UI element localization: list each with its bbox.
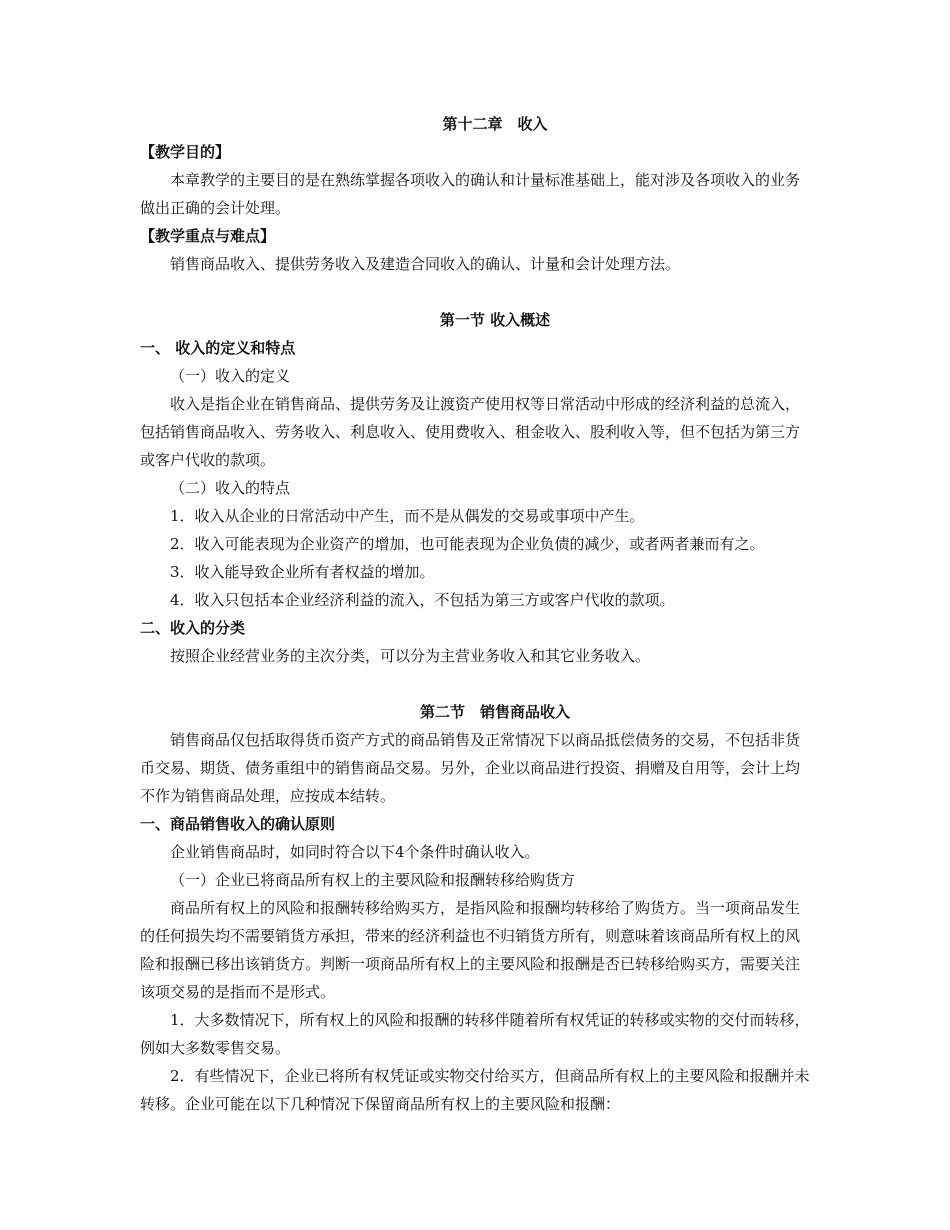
feature-point-1: 1．收入从企业的日常活动中产生，而不是从偶发的交易或事项中产生。 bbox=[170, 507, 645, 525]
section1-heading-1: 一、 收入的定义和特点 bbox=[140, 339, 296, 357]
key-points-text: 销售商品收入、提供劳务收入及建造合同收入的确认、计量和会计处理方法。 bbox=[170, 255, 681, 273]
feature-point-2: 2．收入可能表现为企业资产的增加，也可能表现为企业负债的减少，或者两者兼而有之。 bbox=[170, 535, 765, 553]
conditions-text: 企业销售商品时，如同时符合以下4个条件时确认收入。 bbox=[170, 843, 540, 861]
classification-text: 按照企业经营业务的主次分类，可以分为主营业务收入和其它业务收入。 bbox=[170, 647, 651, 665]
objective-heading: 【教学目的】 bbox=[140, 143, 231, 161]
section2-heading-1: 一、商品销售收入的确认原则 bbox=[140, 815, 336, 833]
risk-transfer-text: 商品所有权上的风险和报酬转移给购买方，是指风险和报酬均转移给了购货方。当一项商品发生的任何损失均不需要销货方承担，带来的经济利益也不归销货方所有，则意味着该商品所有权上的风险和报酬已移出该销货方。判断一项商品所有权上的主要风险和报酬是否已转移给购买方，需要关注该项交易的是指而不是形式。 bbox=[140, 899, 801, 1001]
section2-intro: 销售商品仅包括取得货币资产方式的商品销售及正常情况下以商品抵偿债务的交易，不包括非货币交易、期货、债务重组中的销售商品交易。另外，企业以商品进行投资、捐赠及自用等，会计上均不作为销售商品处理，应按成本结转。 bbox=[140, 731, 801, 805]
section2-title: 第二节 销售商品收入 bbox=[419, 703, 570, 721]
feature-point-4: 4．收入只包括本企业经济利益的流入，不包括为第三方或客户代收的款项。 bbox=[170, 591, 675, 609]
section1-sub-1: （一）收入的定义 bbox=[170, 367, 291, 385]
feature-point-3: 3．收入能导致企业所有者权益的增加。 bbox=[170, 563, 435, 581]
risk-item-1: 1．大多数情况下，所有权上的风险和报酬的转移伴随着所有权凭证的转移或实物的交付而转移，例如大多数零售交易。 bbox=[140, 1011, 810, 1057]
objective-text: 本章教学的主要目的是在熟练掌握各项收入的确认和计量标准基础上，能对涉及各项收入的业务做出正确的会计处理。 bbox=[140, 171, 801, 217]
section1-heading-2: 二、收入的分类 bbox=[140, 619, 246, 637]
section1-sub-2: （二）收入的特点 bbox=[170, 479, 291, 497]
section1-title: 第一节 收入概述 bbox=[439, 311, 551, 329]
risk-item-2: 2．有些情况下，企业已将所有权凭证或实物交付给买方，但商品所有权上的主要风险和报酬并未转移。企业可能在以下几种情况下保留商品所有权上的主要风险和报酬： bbox=[140, 1067, 810, 1113]
section2-sub-1: （一）企业已将商品所有权上的主要风险和报酬转移给购货方 bbox=[170, 871, 576, 889]
chapter-title: 第十二章 收入 bbox=[442, 115, 548, 133]
definition-text: 收入是指企业在销售商品、提供劳务及让渡资产使用权等日常活动中形成的经济利益的总流入，包括销售商品收入、劳务收入、利息收入、使用费收入、租金收入、股利收入等，但不包括为第三方或客户代收的款项。 bbox=[140, 395, 801, 469]
key-points-heading: 【教学重点与难点】 bbox=[140, 227, 276, 245]
